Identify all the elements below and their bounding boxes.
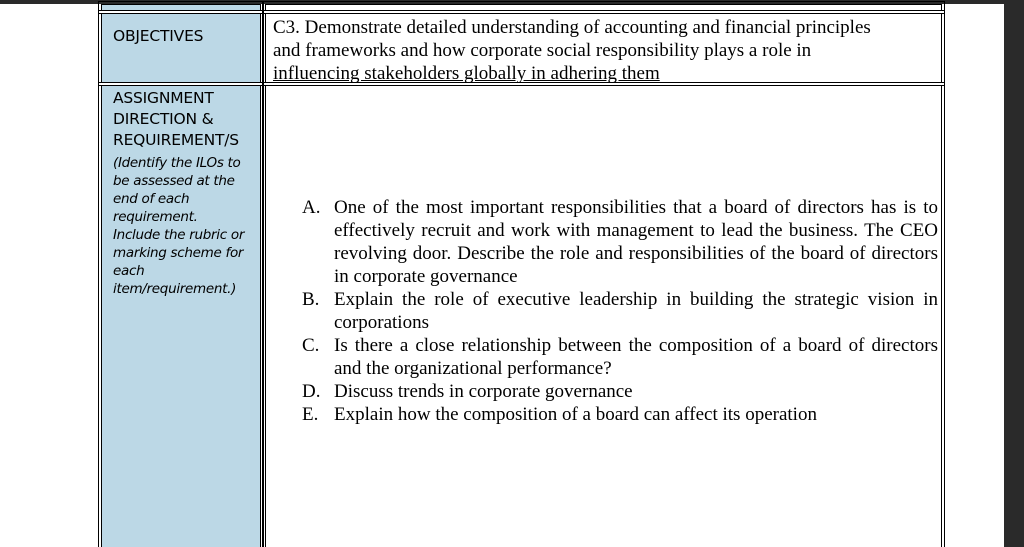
list-item [302, 334, 938, 380]
assignment-note-line: Include the rubric or [113, 227, 245, 243]
objectives-text-line: C3. Demonstrate detailed understanding of accounting and financial principles [273, 17, 871, 38]
list-item-text: Explain how the composition of a board can affect its operation [334, 404, 817, 425]
list-item [302, 403, 938, 426]
list-item-letter: B. [302, 289, 320, 310]
objectives-text-line: and frameworks and how corporate social responsibility plays a role in [273, 40, 812, 61]
assignment-content-cell [265, 85, 942, 547]
list-item-letter: E. [302, 404, 319, 425]
assignment-note-line: requirement. [113, 209, 198, 225]
assignment-label-line: DIRECTION & [113, 110, 214, 128]
assignment-note-line: each [113, 263, 145, 279]
list-item-letter: D. [302, 381, 321, 402]
list-item [302, 288, 938, 334]
previous-row-content-cell [265, 4, 942, 11]
list-item-letter: C. [302, 335, 320, 356]
assignment-note-line: end of each [113, 191, 190, 207]
assignment-table [101, 0, 942, 547]
assignment-label-cell [101, 85, 261, 547]
objectives-content-cell [265, 13, 942, 83]
assignment-note-line: (Identify the ILOs to [113, 155, 241, 171]
objectives-text [273, 16, 941, 85]
list-item-text: Discuss trends in corporate governance [334, 381, 633, 402]
list-item-text: Explain the role of executive leadership in building the strategic vision in corporations [334, 289, 938, 333]
assignment-note-line: item/requirement.) [113, 281, 237, 297]
list-item-letter: A. [302, 197, 321, 218]
list-item [302, 380, 938, 403]
objectives-label-cell [101, 13, 261, 83]
objectives-text-line: influencing stakeholders globally in adhering them [273, 63, 660, 84]
objectives-label: OBJECTIVES [113, 27, 204, 45]
assignment-label-line: REQUIREMENT/S [113, 131, 239, 149]
list-item-text: Is there a close relationship between the composition of a board of directors and the organizational performance? [334, 335, 938, 379]
assignment-label [113, 88, 261, 151]
assignment-note [113, 154, 258, 298]
right-frame-strip [1004, 0, 1024, 547]
assignment-note-line: marking scheme for [113, 245, 244, 261]
previous-row-label-cell [101, 4, 261, 11]
list-item [302, 196, 938, 288]
list-item-text: One of the most important responsibilities that a board of directors has is to effectively recruit and work with management to lead the business. The CEO revolving door. Describe the role and responsibilities of the board of directors in corporate governance [334, 197, 938, 287]
requirements-list [302, 196, 938, 426]
assignment-label-line: ASSIGNMENT [113, 89, 214, 107]
assignment-note-line: be assessed at the [113, 173, 235, 189]
